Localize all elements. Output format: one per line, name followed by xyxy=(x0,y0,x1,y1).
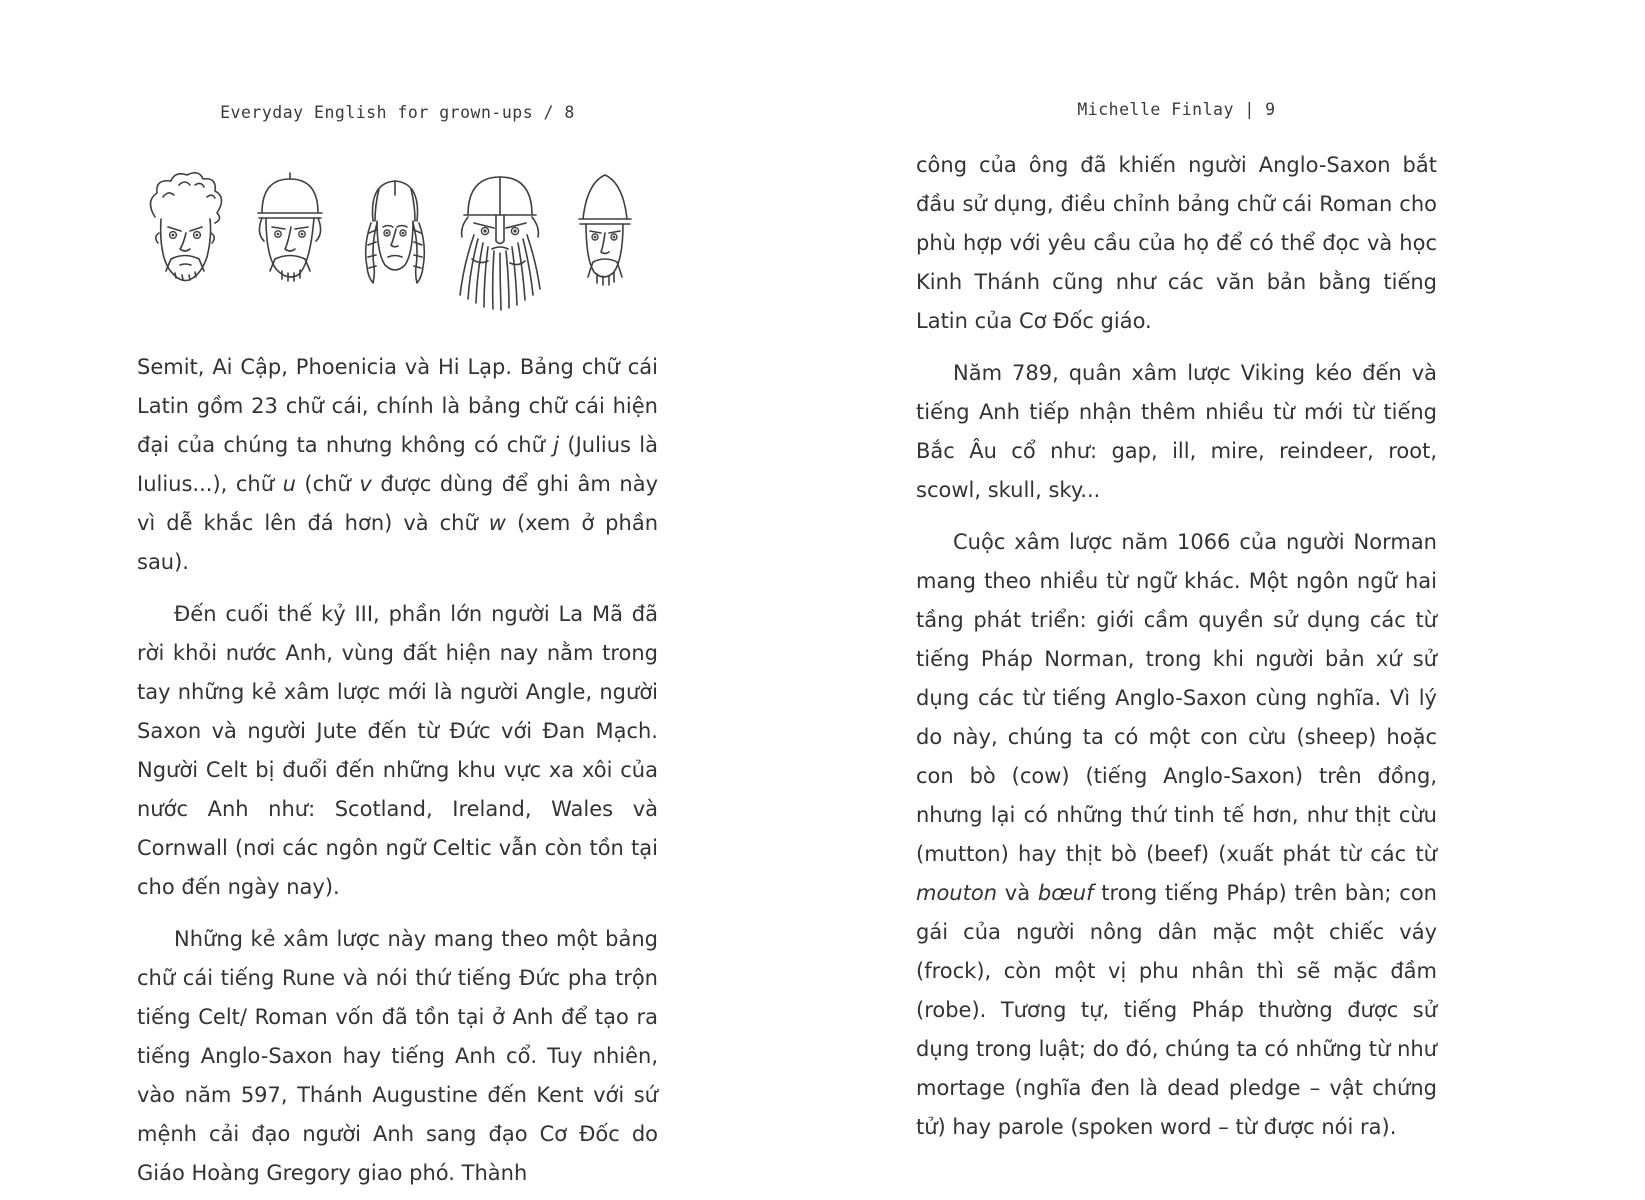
braided-woman-face-icon xyxy=(347,167,443,317)
page-left xyxy=(137,103,658,1193)
paragraph: Những kẻ xâm lược này mang theo một bảng chữ cái tiếng Rune và nói thứ tiếng Đức pha trộn tiếng Celt/ Roman vốn đã tồn tại ở Anh để tạo ra tiếng Anglo-Saxon hay tiếng Anh cổ. Tuy nhiên, vào năm 597, Thánh Augustine đến Kent với sứ mệnh cải đạo người Anh sang đạo Cơ Đốc do Giáo Hoàng Gregory giao phó. Thành xyxy=(137,927,658,1185)
page-right xyxy=(916,100,1437,1147)
paragraph: công của ông đã khiến người Anglo-Saxon bắt đầu sử dụng, điều chỉnh bảng chữ cái Roman cho phù hợp với yêu cầu của họ để có thể đọc và học Kinh Thánh cũng như các văn bản bằng tiếng Latin của Cơ Đốc giáo. xyxy=(916,153,1437,333)
round-helmet-man-face-icon xyxy=(242,167,338,317)
conical-helmet-man-face-icon xyxy=(557,167,653,317)
page-left-header: Everyday English for grown-ups / 8 xyxy=(220,103,575,122)
page-right-header: Michelle Finlay | 9 xyxy=(1077,100,1276,119)
paragraph: Cuộc xâm lược năm 1066 của người Norman mang theo nhiều từ ngữ khác. Một ngôn ngữ hai tầng phát triển: giới cầm quyền sử dụng các từ tiếng Pháp Norman, trong khi người bản xứ sử dụng các từ tiếng Anglo-Saxon cùng nghĩa. Vì lý do này, chúng ta có một con cừu (sheep) hoặc con bò (cow) (tiếng Anglo-Saxon) trên đồng, nhưng lại có những thứ tinh tế hơn, như thịt cừu (mutton) hay thịt bò (beef) (xuất phát từ các từ mouton và bœuf trong tiếng Pháp) trên bàn; con gái của người nông dân mặc một chiếc váy (frock), còn một vị phu nhân thì sẽ mặc đầm (robe). Tương tự, tiếng Pháp thường được sử dụng trong luật; do đó, chúng ta có những từ như mortage (nghĩa đen là dead pledge – vật chứng tử) hay parole (spoken word – từ được nói ra). xyxy=(916,530,1437,1139)
paragraph: Năm 789, quân xâm lược Viking kéo đến và tiếng Anh tiếp nhận thêm nhiều từ mới từ tiếng Bắc Âu cổ như: gap, ill, mire, reindeer, root, scowl, skull, sky... xyxy=(916,361,1437,502)
viking-helmet-beard-face-icon xyxy=(452,167,548,317)
page-left-body xyxy=(137,348,658,1193)
wild-hair-man-face-icon xyxy=(137,167,233,317)
page-right-body xyxy=(916,146,1437,1147)
paragraph: Semit, Ai Cập, Phoenicia và Hi Lạp. Bảng chữ cái Latin gồm 23 chữ cái, chính là bảng chữ cái hiện đại của chúng ta nhưng không có chữ j (Julius là Iulius...), chữ u (chữ v được dùng để ghi âm này vì dễ khắc lên đá hơn) và chữ w (xem ở phần sau). xyxy=(137,355,659,574)
paragraph: Đến cuối thế kỷ III, phần lớn người La Mã đã rời khỏi nước Anh, vùng đất hiện nay nằm trong tay những kẻ xâm lược mới là người Angle, người Saxon và người Jute đến từ Đức với Đan Mạch. Người Celt bị đuổi đến những khu vực xa xôi của nước Anh như: Scotland, Ireland, Wales và Cornwall (nơi các ngôn ngữ Celtic vẫn còn tồn tại cho đến ngày nay). xyxy=(137,602,658,899)
faces-illustration xyxy=(137,167,658,317)
